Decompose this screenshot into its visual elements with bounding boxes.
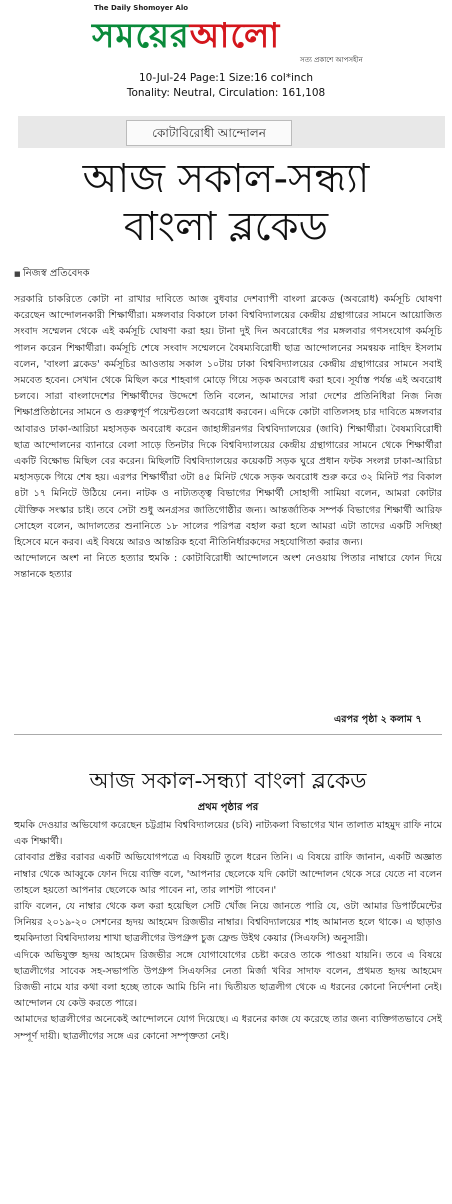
clip-meta-line1: 10-Jul-24 Page:1 Size:16 col*inch xyxy=(138,72,314,84)
logo-part-green: সময়ের xyxy=(92,16,190,56)
article-paragraph: আন্দোলনে অংশ না নিতে হত্যার হুমকি : কোটাবিরোধী আন্দোলনে অংশ নেওয়ায় পিতার নাম্বারে ফোন দিয়ে সন্তানকে হত্যার xyxy=(14,553,442,581)
continuation-paragraph: রোববার প্রক্টর বরাবর একটি অভিযোগপত্রে এ বিষয়টি তুলে ধরেন তিনি। এ বিষয়ে রাফি জানান, একটি অজ্ঞাত নাম্বার থেকে আব্বুকে ফোন দিয়ে ব্যক্তি বলে, 'আপনার ছেলেকে যদি কোটা আন্দোলন থেকে সরে যেতে না বলেন তাহলে হয়তো আপনার ছেলেকে আর পাবেন না, তার লাশটা পাবেন।' xyxy=(14,852,442,896)
headline-line-1: আজ সকাল-সন্ধ্যা xyxy=(82,156,370,202)
newspaper-logo xyxy=(92,10,280,67)
continuation-body xyxy=(14,818,442,1198)
clip-meta-line2: Tonality: Neutral, Circulation: 161,108 xyxy=(126,87,326,99)
byline: ■ নিজস্ব প্রতিবেদক xyxy=(14,266,90,283)
logo-part-red: আলো xyxy=(189,16,281,56)
masthead xyxy=(0,0,452,80)
headline-line-2: বাংলা ব্লকেড xyxy=(123,204,329,250)
article-body xyxy=(14,292,442,734)
continuation-paragraph: আমাদের ছাত্রলীগের অনেকেই আন্দোলনে যোগ দিয়েছে। এ ধরনের কাজ যে করেছে তার জন্য ব্যক্তিগতভাবে সেই সম্পূর্ণ দায়ী। ছাত্রলীগের সঙ্গে এর কোনো সম্পৃক্ততা নেই। xyxy=(14,1014,442,1042)
continuation-paragraph: এদিকে অভিযুক্ত হৃদয় আহমেদ রিজভীর সঙ্গে যোগাযোগের চেষ্টা করেও তাকে পাওয়া যায়নি। তবে এ বিষয়ে ছাত্রলীগের সাবেক সহ-সভাপতি উপগ্রুপ সিএফসির নেতা মির্জা খবির সাদাফ বলেন, প্রথমত হৃদয় আহমেদ রিজভী নামে যার কথা বলা হচ্ছে তাকে আমি চিনি না। দ্বিতীয়ত ছাত্রলীগ থেকে এ ধরনের কোনো নির্দেশনা নেই। আন্দোলন যে কেউ করতে পারে। xyxy=(14,949,442,1010)
continuation-headline: আজ সকাল-সন্ধ্যা বাংলা ব্লকেড xyxy=(89,769,367,794)
continuation-label: প্রথম পৃষ্ঠার পর xyxy=(197,802,259,813)
section-divider xyxy=(14,734,442,735)
jump-reference: এরপর পৃষ্ঠা ২ কলাম ৭ xyxy=(334,714,422,725)
kicker-label: কোটাবিরোধী আন্দোলন xyxy=(126,120,292,146)
masthead-slogan: সত্য প্রকাশে আপসহীন xyxy=(300,56,363,64)
masthead-english-tag: The Daily Shomoyer Alo xyxy=(94,4,189,12)
article-paragraph: সরকারি চাকরিতে কোটা না রাখার দাবিতে আজ বুধবার দেশব্যাপী বাংলা ব্লকেড (অবরোধ) কর্মসূচি ঘোষণা করেছেন আন্দোলনকারী শিক্ষার্থীরা। মঙ্গলবার বিকালে ঢাকা বিশ্ববিদ্যালয়ের কেন্দ্রীয় গ্রন্থাগারের সামনে আয়োজিত সংবাদ সম্মেলন থেকে এই কর্মসূচি ঘোষণা করা হয়। টানা দুই দিন অবরোধের পর মঙ্গলবার গণসংযোগ কর্মসূচি পালন করেন শিক্ষার্থীরা। কর্মসূচি শেষে সংবাদ সম্মেলনে বৈষম্যবিরোধী ছাত্র আন্দোলনের সমন্বয়ক নাহিদ ইসলাম বলেন, 'বাংলা ব্লকেড' কর্মসূচির আওতায় সকাল ১০টায় ঢাকা বিশ্ববিদ্যালয়ের কেন্দ্রীয় গ্রন্থাগারের সামনে সবাই সমবেত হবেন। সেখান থেকে মিছিল করে শাহবাগ মোড়ে গিয়ে সড়ক অবরোধ করা হবে। সূর্যাস্ত পর্যন্ত এই অবরোধ চলবে। সারা বাংলাদেশের শিক্ষার্থীদের উদ্দেশে তিনি বলেন, আমাদের সারা দেশের প্রতিনিধিরা নিজ নিজ শিক্ষাপ্রতিষ্ঠানের সামনে ও গুরুত্বপূর্ণ পয়েন্টগুলো অবরোধ করবেন। এদিকে কোটা বাতিলসহ চার দাবিতে মঙ্গলবার আবারও ঢাকা-আরিচা মহাসড়ক অবরোধ করেন জাহাঙ্গীরনগর বিশ্ববিদ্যালয়ের (জাবি) শিক্ষার্থীরা। বৈষম্যবিরোধী ছাত্র আন্দোলনের ব্যানারে বেলা সাড়ে তিনটার দিকে বিশ্ববিদ্যালয়ের কেন্দ্রীয় গ্রন্থাগারের সামনে থেকে শিক্ষার্থীরা একটি বিক্ষোভ মিছিল বের করেন। মিছিলটি বিশ্ববিদ্যালয়ের কয়েকটি সড়ক ঘুরে প্রধান ফটক সংলগ্ন ঢাকা-আরিচা মহাসড়কে গিয়ে শেষ হয়। এরপর শিক্ষার্থীরা ৩টা ৪৫ মিনিট থেকে সড়ক অবরোধ শুরু করে ৩২ মিনিট পর বিকাল ৪টা ১৭ মিনিটে উঠিয়ে নেন। নাটক ও নাট্যতত্ত্ব বিভাগের শিক্ষার্থী সোহাগী সামিয়া বলেন, আমরা কোটার যৌক্তিক সংস্কার চাই। তবে সেটা শুধু অনগ্রসর জাতিগোষ্ঠীর জন্য। আন্তর্জাতিক সম্পর্ক বিভাগের শিক্ষার্থী আরিফ সোহেল বলেন, আদালতের শুনানিতে ১৮ সালের পরিপত্র বহাল করা হলে আমরা এটা তাদের একটি সদিচ্ছা হিসেবে মনে করব। এই বিষয়ে আরও আন্তরিক হবো নীতিনির্ধারকদের সহযোগিতা করার জন্য। xyxy=(14,294,442,549)
continuation-paragraph: রাফি বলেন, যে নাম্বার থেকে কল করা হয়েছিল সেটি খোঁজ নিয়ে জানতে পারি যে, ওটা আমার ডিপার্টমেন্টের সিনিয়র ২০১৯-২০ সেশনের হৃদয় আহমেদ রিজভীর নাম্বার। বিশ্ববিদ্যালয়ের শাহ আমানত হলে থাকে। এ ছাড়াও হুমকিদাতা বিশ্ববিদ্যালয় শাখা ছাত্রলীগের উপগ্রুপ চুজ ফ্রেন্ড উইথ কেয়ার (সিএফসি) অনুসারী। xyxy=(14,901,442,945)
continuation-paragraph: হুমকি দেওয়ার অভিযোগ করেছেন চট্টগ্রাম বিশ্ববিদ্যালয়ের (চবি) নাট্যকলা বিভাগের খান তালাত মাহমুদ রাফি নামে এক শিক্ষার্থী। xyxy=(14,820,442,848)
